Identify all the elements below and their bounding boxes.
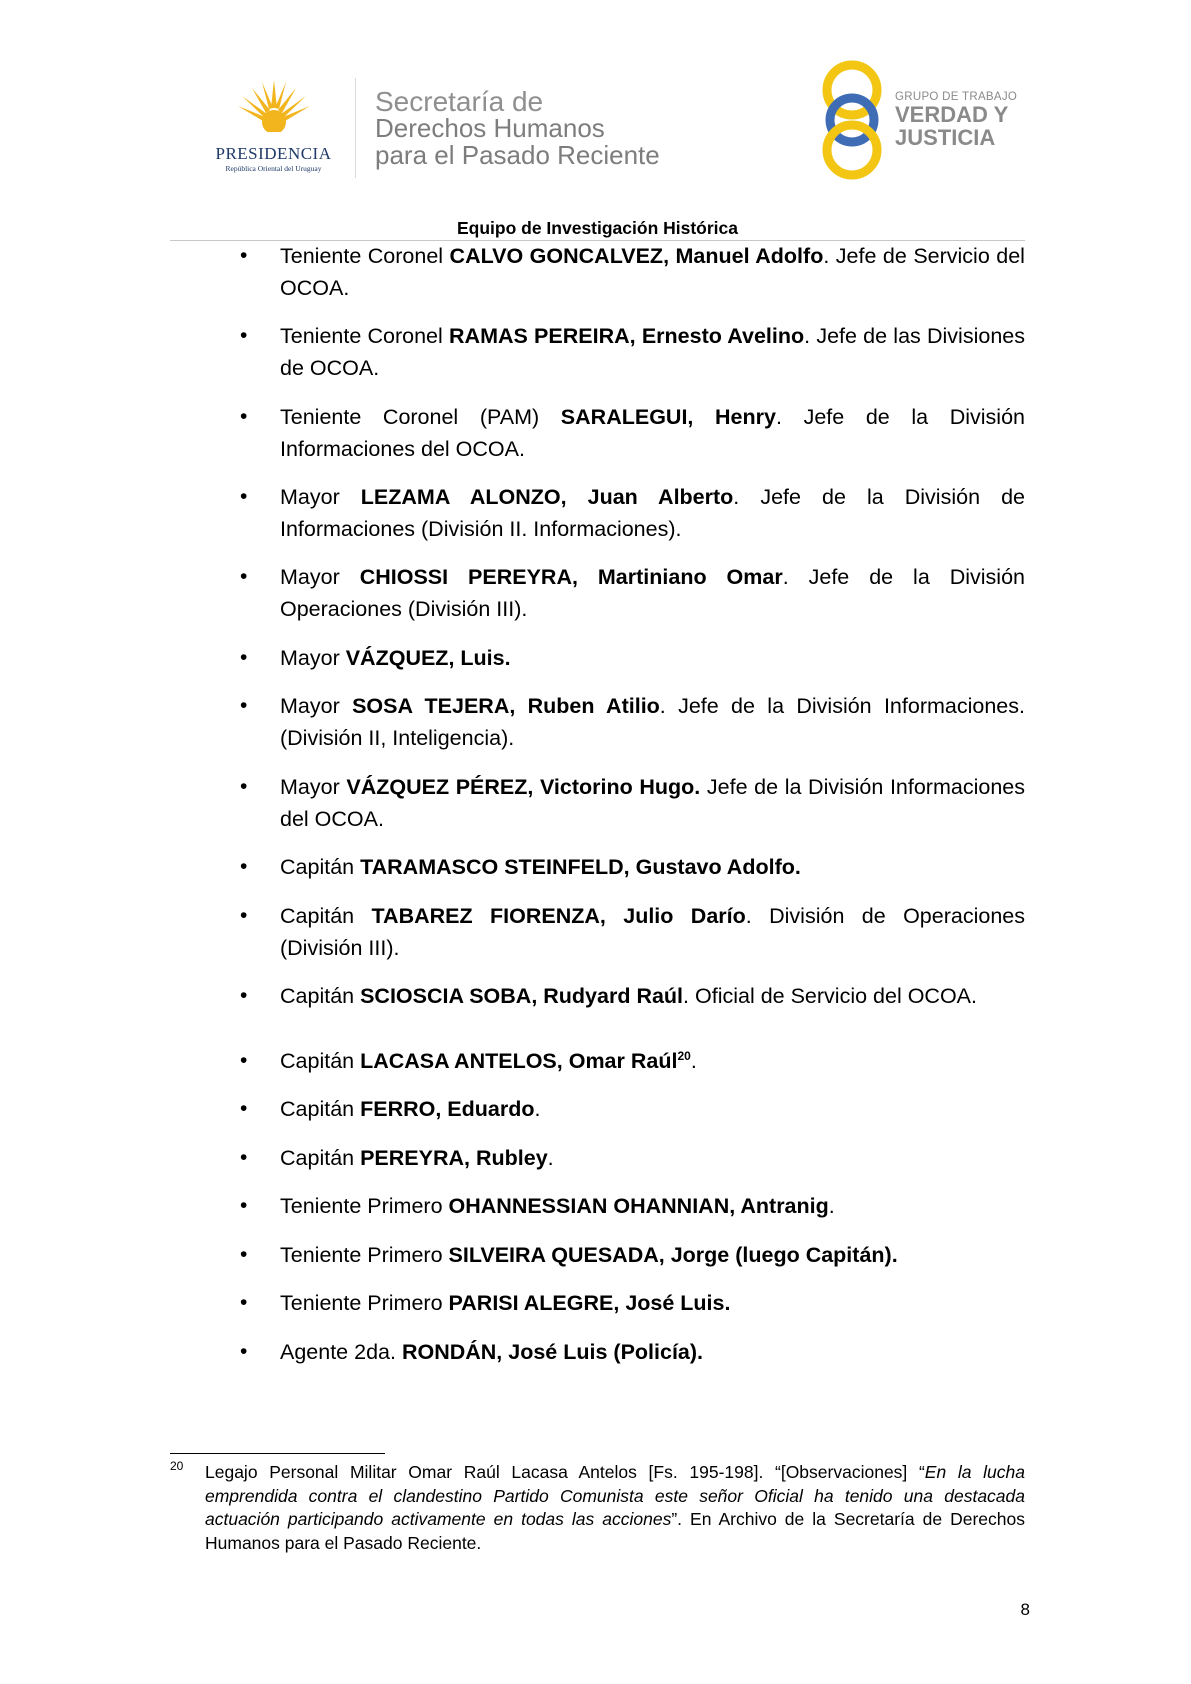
person-name: TABAREZ FIORENZA, Julio Darío <box>371 904 746 928</box>
list-item-text <box>280 642 1025 674</box>
person-name: SARALEGUI, Henry <box>560 405 776 429</box>
person-name: CALVO GONCALVEZ, Manuel Adolfo <box>449 244 824 268</box>
gtvj-line-2: VERDAD Y <box>895 102 1009 127</box>
bullet: • <box>240 1049 248 1072</box>
person-name: LACASA ANTELOS, Omar Raúl <box>360 1049 678 1073</box>
list-item-text <box>280 481 1025 545</box>
description: . División de Operaciones (División III). <box>280 904 1025 960</box>
rank: Teniente Primero <box>280 1291 443 1315</box>
description: . Jefe de la División Operaciones (División III). <box>280 565 1025 621</box>
list-item-text <box>280 1093 1025 1125</box>
rank: Mayor <box>280 775 340 799</box>
team-title: Equipo de Investigación Histórica <box>456 218 739 238</box>
list-item-text <box>280 1239 1025 1271</box>
description: . <box>690 1049 697 1073</box>
footnote-number: 20 <box>170 1459 184 1473</box>
person-name: SOSA TEJERA, Ruben Atilio <box>352 694 660 718</box>
bullet: • <box>240 485 248 508</box>
description: . Jefe de las Divisiones de OCOA. <box>280 324 1025 380</box>
list-item-text <box>280 240 1025 304</box>
list-item-text <box>280 1287 1025 1319</box>
footnote-quote: En la lucha emprendida contra el clandestino Partido Comunista este señor Oficial ha tenido una destacada actuación participando activamente en todas las acciones <box>205 1462 1025 1529</box>
gtvj-line-1: GRUPO DE TRABAJO <box>895 91 1018 103</box>
rank: Capitán <box>280 1049 355 1073</box>
secretaria-line-1: Secretaría de <box>375 86 544 117</box>
rank: Mayor <box>280 485 340 509</box>
footnote-reference[interactable]: 20 <box>677 1049 691 1063</box>
bullet: • <box>240 1097 248 1120</box>
bullet: • <box>240 1291 248 1314</box>
description: . Oficial de Servicio del OCOA. <box>683 984 977 1008</box>
footnote-separator <box>170 1453 385 1454</box>
person-name: SILVEIRA QUESADA, Jorge (luego Capitán). <box>448 1243 898 1267</box>
person-name: SCIOSCIA SOBA, Rudyard Raúl <box>360 984 684 1008</box>
person-name: CHIOSSI PEREYRA, Martiniano Omar <box>359 565 783 589</box>
verdad-justicia-text <box>895 90 1017 150</box>
list-item-text <box>280 851 1025 883</box>
rank: Capitán <box>280 984 355 1008</box>
rank: Teniente Coronel (PAM) <box>280 405 540 429</box>
person-name: LEZAMA ALONZO, Juan Alberto <box>360 485 734 509</box>
bullet: • <box>240 1146 248 1169</box>
bullet: • <box>240 775 248 798</box>
presidencia-name: PRESIDENCIA <box>215 144 332 163</box>
bullet: • <box>240 1243 248 1266</box>
footnote-text-end: ”. En Archivo de la Secretaría de Derechos Humanos para el Pasado Reciente. <box>205 1509 1025 1553</box>
description: . <box>547 1146 554 1170</box>
list-item-text <box>280 1142 1025 1174</box>
rank: Teniente Coronel <box>280 244 444 268</box>
list-item-text <box>280 320 1025 384</box>
bullet: • <box>240 244 248 267</box>
person-name: RAMAS PEREIRA, Ernesto Avelino <box>449 324 805 348</box>
description: Jefe de la División Informaciones del OCOA. <box>280 775 1025 831</box>
list-item-text <box>280 900 1025 964</box>
rank: Capitán <box>280 1146 355 1170</box>
description: . Jefe de la División de Informaciones (División II. Informaciones). <box>280 485 1025 541</box>
person-name: PEREYRA, Rubley <box>360 1146 548 1170</box>
interlocked-rings-icon <box>820 56 900 184</box>
rank: Teniente Primero <box>280 1194 443 1218</box>
rank: Capitán <box>280 1097 355 1121</box>
list-item-text <box>280 561 1025 625</box>
description: . Jefe de la División Informaciones. (División II, Inteligencia). <box>280 694 1025 750</box>
list-item-text <box>280 401 1025 465</box>
secretaria-title <box>375 88 660 169</box>
rank: Capitán <box>280 855 355 879</box>
bullet: • <box>240 1194 248 1217</box>
bullet: • <box>240 405 248 428</box>
person-name: OHANNESSIAN OHANNIAN, Antranig <box>448 1194 829 1218</box>
rank: Mayor <box>280 694 340 718</box>
person-name: PARISI ALEGRE, José Luis. <box>448 1291 731 1315</box>
list-item-text <box>280 690 1025 754</box>
secretaria-line-2: Derechos Humanos <box>375 113 605 143</box>
presidencia-subtitle: República Oriental del Uruguay <box>225 164 322 173</box>
person-name: TARAMASCO STEINFELD, Gustavo Adolfo. <box>360 855 801 879</box>
bullet: • <box>240 694 248 717</box>
rank: Teniente Coronel <box>280 324 443 348</box>
footnote-text-start: Legajo Personal Militar Omar Raúl Lacasa Antelos [Fs. 195-198]. “[Observaciones] “ <box>205 1462 925 1482</box>
description: . Jefe de Servicio del OCOA. <box>280 244 1025 300</box>
rank: Mayor <box>280 646 340 670</box>
rank: Teniente Primero <box>280 1243 443 1267</box>
rank: Capitán <box>280 904 355 928</box>
list-item-text <box>280 980 1025 1012</box>
rank: Agente 2da. <box>280 1340 396 1364</box>
description: . <box>534 1097 541 1121</box>
description: . <box>828 1194 835 1218</box>
bullet: • <box>240 646 248 669</box>
person-name: VÁZQUEZ PÉREZ, Victorino Hugo. <box>346 775 701 799</box>
list-item-text <box>280 1045 1025 1077</box>
gtvj-line-3: JUSTICIA <box>895 125 996 150</box>
bullet: • <box>240 324 248 347</box>
list-item-text <box>280 1190 1025 1222</box>
bullet: • <box>240 1340 248 1363</box>
presidencia-logo <box>196 78 351 178</box>
secretaria-line-3: para el Pasado Reciente <box>375 140 660 170</box>
page-number: 8 <box>1020 1600 1030 1619</box>
bullet: • <box>240 984 248 1007</box>
bullet: • <box>240 855 248 878</box>
person-name: RONDÁN, José Luis (Policía). <box>401 1340 704 1364</box>
list-item-text <box>280 771 1025 835</box>
logo-divider <box>355 78 356 178</box>
rank: Mayor <box>280 565 340 589</box>
bullet: • <box>240 904 248 927</box>
sun-icon <box>236 78 312 140</box>
list-item-text <box>280 1336 1025 1368</box>
person-name: VÁZQUEZ, Luis. <box>345 646 511 670</box>
person-name: FERRO, Eduardo <box>360 1097 535 1121</box>
footnote-text <box>205 1461 1025 1555</box>
bullet: • <box>240 565 248 588</box>
page-header <box>0 0 1191 240</box>
description: . Jefe de la División Informaciones del OCOA. <box>280 405 1026 461</box>
